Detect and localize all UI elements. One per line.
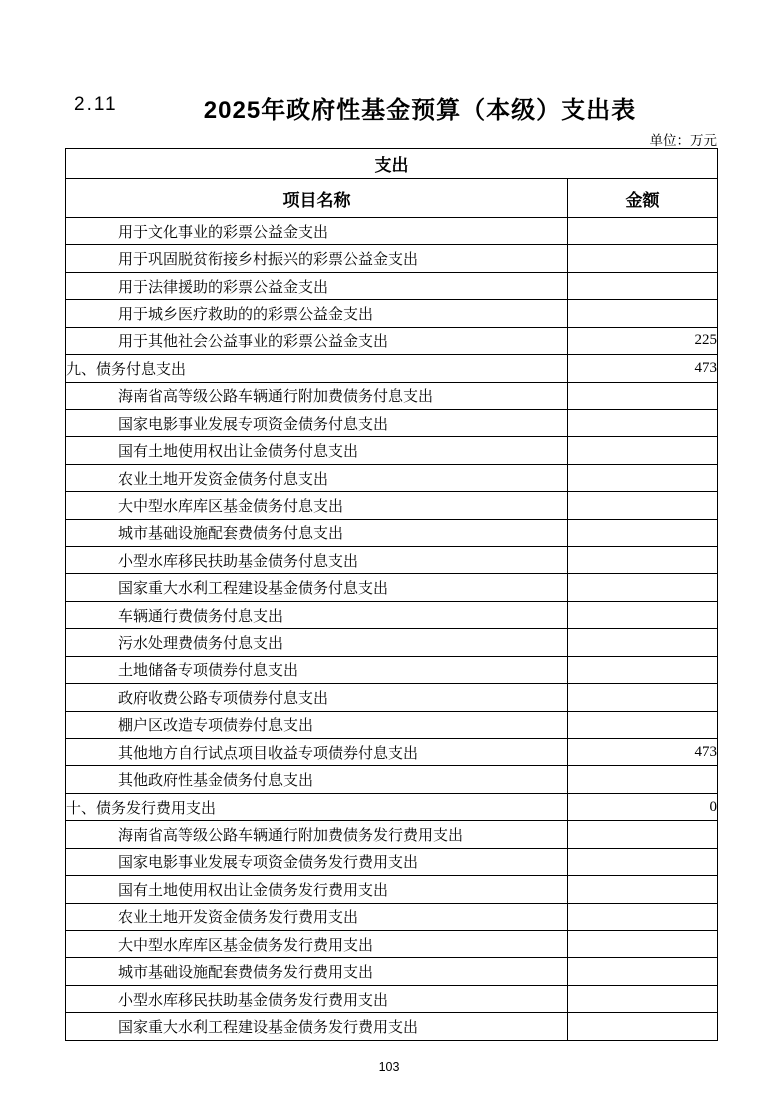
table-row: [66, 739, 718, 766]
table-row: [66, 601, 718, 628]
item-name-cell: 城市基础设施配套费债务付息支出: [66, 519, 568, 546]
item-name-cell: 其他地方自行试点项目收益专项债券付息支出: [66, 739, 568, 766]
amount-cell: [568, 272, 718, 299]
table-row: [66, 245, 718, 272]
amount-cell: [568, 985, 718, 1012]
item-name-cell: 小型水库移民扶助基金债务发行费用支出: [66, 985, 568, 1012]
table-row: [66, 547, 718, 574]
table-row: [66, 629, 718, 656]
item-name-cell: 海南省高等级公路车辆通行附加费债务发行费用支出: [66, 821, 568, 848]
table-row: [66, 574, 718, 601]
page-number: 103: [378, 1060, 400, 1074]
item-name-cell: 棚户区改造专项债券付息支出: [66, 711, 568, 738]
table-row: [66, 821, 718, 848]
table-row: [66, 958, 718, 985]
table-row: [66, 437, 718, 464]
table-row: [66, 272, 718, 299]
item-name-cell: 其他政府性基金债务付息支出: [66, 766, 568, 793]
table-row: [66, 409, 718, 436]
table-row: [66, 355, 718, 382]
item-name-cell: 小型水库移民扶助基金债务付息支出: [66, 547, 568, 574]
table-body: [66, 218, 718, 1041]
item-name-cell: 政府收费公路专项债券付息支出: [66, 684, 568, 711]
amount-cell: [568, 766, 718, 793]
item-name-cell: 国家重大水利工程建设基金债务付息支出: [66, 574, 568, 601]
table-column-header-row: [66, 179, 718, 218]
item-name-cell: 国家电影事业发展专项资金债务付息支出: [66, 409, 568, 436]
amount-cell: 473: [568, 355, 718, 382]
item-name-cell: 农业土地开发资金债务付息支出: [66, 464, 568, 491]
amount-cell: [568, 574, 718, 601]
amount-cell: [568, 821, 718, 848]
amount-cell: [568, 876, 718, 903]
item-name-cell: 国家电影事业发展专项资金债务发行费用支出: [66, 848, 568, 875]
amount-cell: [568, 1013, 718, 1040]
item-name-cell: 用于法律援助的彩票公益金支出: [66, 272, 568, 299]
column-header-item-name: 项目名称: [66, 179, 568, 218]
amount-cell: [568, 547, 718, 574]
item-name-cell: 用于巩固脱贫衔接乡村振兴的彩票公益金支出: [66, 245, 568, 272]
amount-cell: [568, 848, 718, 875]
amount-cell: [568, 300, 718, 327]
item-name-cell: 城市基础设施配套费债务发行费用支出: [66, 958, 568, 985]
section-number: 2.11: [74, 94, 118, 115]
amount-cell: [568, 711, 718, 738]
amount-cell: [568, 245, 718, 272]
table-row: [66, 985, 718, 1012]
item-name-cell: 大中型水库库区基金债务发行费用支出: [66, 930, 568, 957]
amount-cell: [568, 903, 718, 930]
item-name-cell: 九、债务付息支出: [66, 355, 568, 382]
amount-cell: [568, 684, 718, 711]
amount-cell: [568, 382, 718, 409]
amount-cell: [568, 930, 718, 957]
item-name-cell: 用于其他社会公益事业的彩票公益金支出: [66, 327, 568, 354]
amount-cell: [568, 656, 718, 683]
item-name-cell: 用于城乡医疗救助的的彩票公益金支出: [66, 300, 568, 327]
table-row: [66, 656, 718, 683]
table-row: [66, 876, 718, 903]
page-header: [0, 90, 778, 125]
unit-label: 单位：万元: [649, 133, 717, 148]
table-row: [66, 382, 718, 409]
table-span-header: 支出: [66, 149, 718, 179]
table-row: [66, 903, 718, 930]
item-name-cell: 国有土地使用权出让金债务发行费用支出: [66, 876, 568, 903]
item-name-cell: 海南省高等级公路车辆通行附加费债务付息支出: [66, 382, 568, 409]
amount-cell: 225: [568, 327, 718, 354]
item-name-cell: 国家重大水利工程建设基金债务发行费用支出: [66, 1013, 568, 1040]
table-row: [66, 848, 718, 875]
budget-table: [65, 148, 718, 1041]
amount-cell: 473: [568, 739, 718, 766]
table-span-header-row: [66, 149, 718, 179]
item-name-cell: 土地储备专项债券付息支出: [66, 656, 568, 683]
item-name-cell: 大中型水库库区基金债务付息支出: [66, 492, 568, 519]
amount-cell: [568, 629, 718, 656]
item-name-cell: 农业土地开发资金债务发行费用支出: [66, 903, 568, 930]
table-row: [66, 327, 718, 354]
amount-cell: [568, 437, 718, 464]
amount-cell: [568, 218, 718, 245]
table-row: [66, 684, 718, 711]
amount-cell: [568, 601, 718, 628]
amount-cell: [568, 519, 718, 546]
item-name-cell: 用于文化事业的彩票公益金支出: [66, 218, 568, 245]
table-row: [66, 464, 718, 491]
table-row: [66, 300, 718, 327]
column-header-amount: 金额: [568, 179, 718, 218]
amount-cell: [568, 492, 718, 519]
table-row: [66, 930, 718, 957]
amount-cell: [568, 464, 718, 491]
page-title: 2025年政府性基金预算（本级）支出表: [203, 97, 637, 124]
amount-cell: [568, 409, 718, 436]
amount-cell: [568, 958, 718, 985]
table-row: [66, 218, 718, 245]
table-row: [66, 766, 718, 793]
item-name-cell: 车辆通行费债务付息支出: [66, 601, 568, 628]
table-row: [66, 519, 718, 546]
table-row: [66, 711, 718, 738]
table-row: [66, 1013, 718, 1040]
table-row: [66, 793, 718, 820]
item-name-cell: 污水处理费债务付息支出: [66, 629, 568, 656]
item-name-cell: 十、债务发行费用支出: [66, 793, 568, 820]
item-name-cell: 国有土地使用权出让金债务付息支出: [66, 437, 568, 464]
table-row: [66, 492, 718, 519]
amount-cell: 0: [568, 793, 718, 820]
